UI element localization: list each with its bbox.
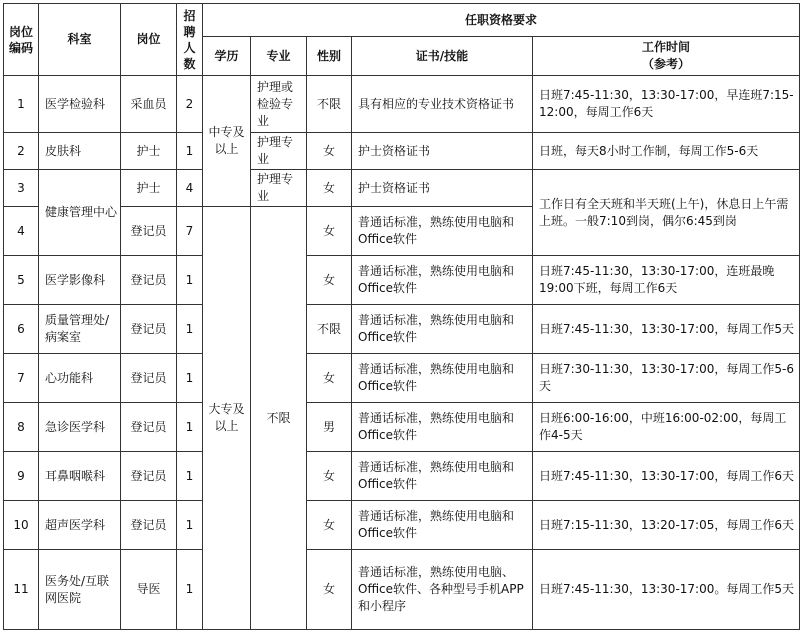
- row-dept: 质量管理处/病案室: [39, 305, 121, 354]
- table-row: [4, 354, 800, 403]
- row-count: 1: [177, 501, 203, 550]
- major-any: 不限: [251, 207, 307, 630]
- row-major: 护理专业: [251, 133, 307, 170]
- row-dept: 医务处/互联网医院: [39, 550, 121, 630]
- header-edu: 学历: [203, 37, 251, 76]
- row-id: 2: [4, 133, 39, 170]
- row-major: 护理或检验专业: [251, 76, 307, 133]
- row-count: 7: [177, 207, 203, 256]
- table-row: [4, 452, 800, 501]
- row-count: 1: [177, 452, 203, 501]
- row-major: 护理专业: [251, 170, 307, 207]
- row-time: 工作日有全天班和半天班(上午)，休息日上午需上班。一般7:10到岗，偶尔6:45到岗: [533, 170, 800, 256]
- header-time-note: （参考）: [641, 57, 690, 71]
- row-post: 登记员: [121, 256, 177, 305]
- header-major: 专业: [251, 37, 307, 76]
- row-cert: 普通话标准，熟练使用电脑和Office软件: [352, 305, 533, 354]
- row-count: 1: [177, 256, 203, 305]
- row-id: 6: [4, 305, 39, 354]
- header-id: 岗位编码: [4, 4, 39, 76]
- row-gender: 不限: [307, 305, 352, 354]
- row-id: 9: [4, 452, 39, 501]
- edu-college: 大专及以上: [203, 207, 251, 630]
- row-gender: 女: [307, 170, 352, 207]
- row-dept: 皮肤科: [39, 133, 121, 170]
- row-post: 登记员: [121, 403, 177, 452]
- row-time: 日班7:45-11:30，13:30-17:00，每周工作5天: [533, 305, 800, 354]
- row-time: 日班7:45-11:30，13:30-17:00。每周工作5天: [533, 550, 800, 630]
- header-time-label: 工作时间: [641, 40, 690, 54]
- header-gender: 性别: [307, 37, 352, 76]
- row-id: 11: [4, 550, 39, 630]
- row-gender: 女: [307, 133, 352, 170]
- header-requirements: 任职资格要求: [203, 4, 800, 37]
- table-row: [4, 256, 800, 305]
- table-row: [4, 305, 800, 354]
- row-time: 日班，每天8小时工作制，每周工作5-6天: [533, 133, 800, 170]
- row-gender: 不限: [307, 76, 352, 133]
- row-count: 1: [177, 133, 203, 170]
- row-post: 护士: [121, 170, 177, 207]
- table-row: [4, 76, 800, 133]
- row-cert: 护士资格证书: [352, 133, 533, 170]
- row-cert: 具有相应的专业技术资格证书: [352, 76, 533, 133]
- row-count: 1: [177, 403, 203, 452]
- row-id: 1: [4, 76, 39, 133]
- row-post: 登记员: [121, 207, 177, 256]
- header-cert: 证书/技能: [352, 37, 533, 76]
- table-row: [4, 550, 800, 630]
- table-row: [4, 501, 800, 550]
- row-id: 7: [4, 354, 39, 403]
- row-count: 1: [177, 305, 203, 354]
- row-gender: 女: [307, 550, 352, 630]
- row-cert: 护士资格证书: [352, 170, 533, 207]
- row-time: 日班7:45-11:30，13:30-17:00，每周工作6天: [533, 452, 800, 501]
- row-dept: 心功能科: [39, 354, 121, 403]
- row-gender: 女: [307, 452, 352, 501]
- header-row-top: [4, 4, 800, 37]
- row-post: 采血员: [121, 76, 177, 133]
- row-cert: 普通话标准，熟练使用电脑和Office软件: [352, 256, 533, 305]
- row-cert: 普通话标准，熟练使用电脑和Office软件: [352, 403, 533, 452]
- row-post: 登记员: [121, 354, 177, 403]
- row-cert: 普通话标准，熟练使用电脑和Office软件: [352, 207, 533, 256]
- edu-secondary: 中专及以上: [203, 76, 251, 207]
- header-post: 岗位: [121, 4, 177, 76]
- row-post: 护士: [121, 133, 177, 170]
- row-dept: 急诊医学科: [39, 403, 121, 452]
- table-row: [4, 170, 800, 207]
- row-id: 4: [4, 207, 39, 256]
- header-dept: 科室: [39, 4, 121, 76]
- row-dept: 健康管理中心: [39, 170, 121, 256]
- row-time: 日班7:15-11:30，13:20-17:05，每周工作6天: [533, 501, 800, 550]
- recruitment-table: [3, 3, 800, 630]
- row-gender: 女: [307, 354, 352, 403]
- row-dept: 医学检验科: [39, 76, 121, 133]
- row-post: 登记员: [121, 452, 177, 501]
- row-count: 4: [177, 170, 203, 207]
- row-count: 1: [177, 550, 203, 630]
- row-dept: 超声医学科: [39, 501, 121, 550]
- row-cert: 普通话标准，熟练使用电脑和Office软件: [352, 452, 533, 501]
- row-id: 3: [4, 170, 39, 207]
- row-id: 5: [4, 256, 39, 305]
- table-row: [4, 133, 800, 170]
- row-gender: 女: [307, 256, 352, 305]
- row-cert: 普通话标准，熟练使用电脑和Office软件: [352, 354, 533, 403]
- row-post: 导医: [121, 550, 177, 630]
- row-gender: 女: [307, 207, 352, 256]
- row-post: 登记员: [121, 305, 177, 354]
- row-time: 日班7:45-11:30，13:30-17:00，连班最晚19:00下班，每周工作6天: [533, 256, 800, 305]
- table-row: [4, 403, 800, 452]
- row-id: 8: [4, 403, 39, 452]
- row-time: 日班7:30-11:30，13:30-17:00，每周工作5-6天: [533, 354, 800, 403]
- row-time: 日班7:45-11:30，13:30-17:00，早连班7:15-12:00，每周工作6天: [533, 76, 800, 133]
- row-time: 日班6:00-16:00，中班16:00-02:00，每周工作4-5天: [533, 403, 800, 452]
- row-gender: 女: [307, 501, 352, 550]
- row-dept: 耳鼻咽喉科: [39, 452, 121, 501]
- row-count: 1: [177, 354, 203, 403]
- row-count: 2: [177, 76, 203, 133]
- row-gender: 男: [307, 403, 352, 452]
- row-dept: 医学影像科: [39, 256, 121, 305]
- row-cert: 普通话标准，熟练使用电脑和Office软件: [352, 501, 533, 550]
- header-count: 招聘人数: [177, 4, 203, 76]
- row-id: 10: [4, 501, 39, 550]
- row-cert: 普通话标准，熟练使用电脑、Office软件、各种型号手机APP和小程序: [352, 550, 533, 630]
- row-post: 登记员: [121, 501, 177, 550]
- header-time: [533, 37, 800, 76]
